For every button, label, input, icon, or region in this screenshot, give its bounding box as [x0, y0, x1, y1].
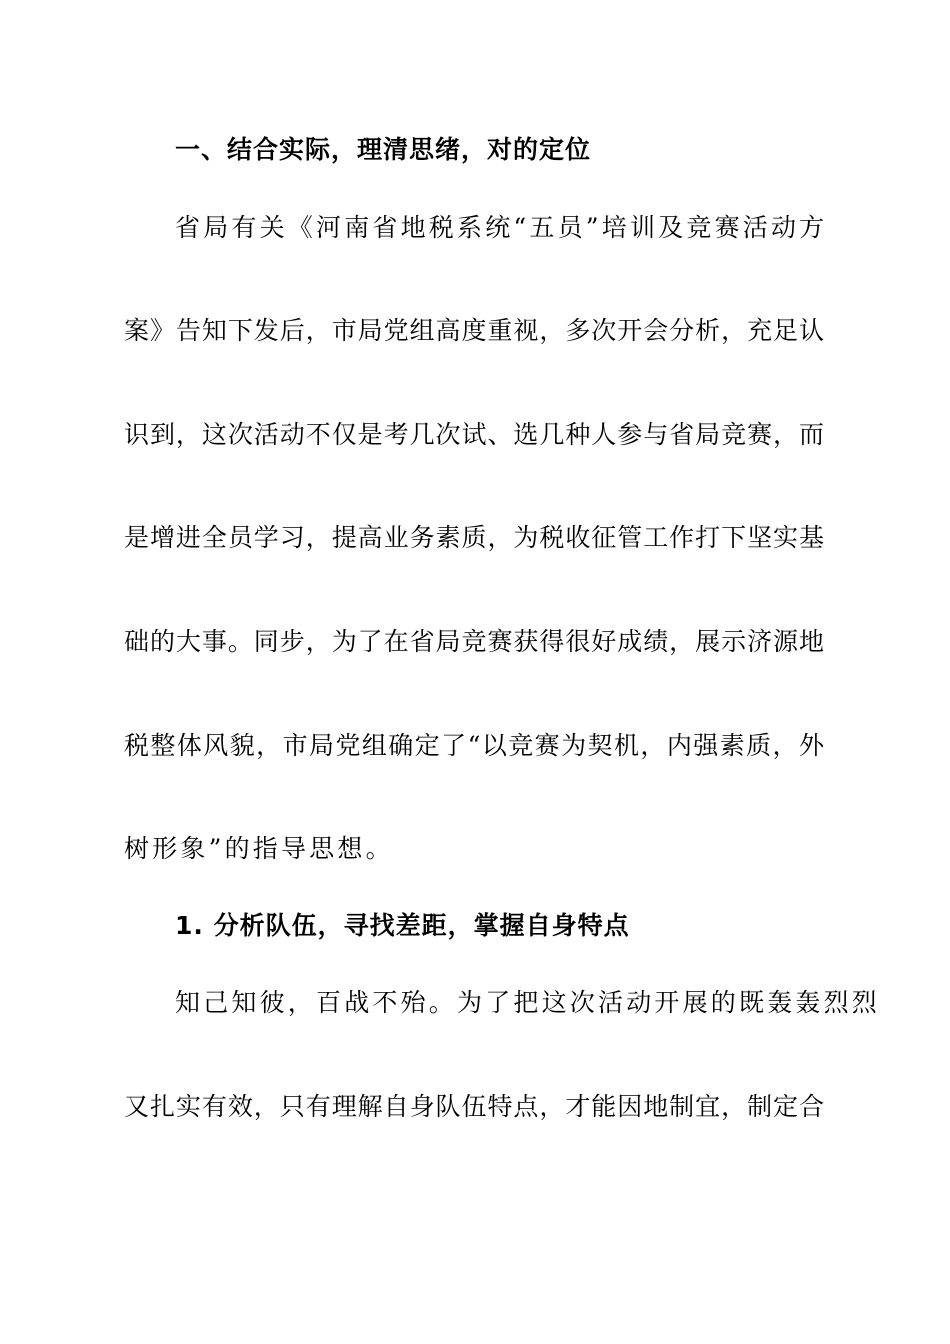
paragraph-line: 础的大事。同步，为了在省局竞赛获得很好成绩，展示济源地 [124, 627, 824, 656]
paragraph-line: 知己知彼，百战不殆。为了把这次活动开展的既轰轰烈烈 [175, 988, 881, 1017]
section-heading: 一、结合实际，理清思绪，对的定位 [175, 135, 592, 164]
paragraph-line: 又扎实有效，只有理解自身队伍特点，才能因地制宜，制定合 [124, 1092, 824, 1121]
paragraph-line: 税整体风貌，市局党组确定了“以竞赛为契机，内强素质，外 [124, 731, 824, 760]
paragraph-line: 案》告知下发后，市局党组高度重视，多次开会分析，充足认 [124, 316, 824, 345]
paragraph-line: 是增进全员学习，提高业务素质，为税收征管工作打下坚实基 [124, 523, 824, 552]
paragraph-line: 识到，这次活动不仅是考几次试、选几种人参与省局竞赛，而 [124, 420, 824, 449]
paragraph-line: 省局有关《河南省地税系统“五员”培训及竞赛活动方 [175, 213, 828, 242]
paragraph-line: 树形象”的指导思想。 [124, 834, 394, 863]
subsection-heading: 1. 分析队伍，寻找差距，掌握自身特点 [175, 911, 630, 940]
